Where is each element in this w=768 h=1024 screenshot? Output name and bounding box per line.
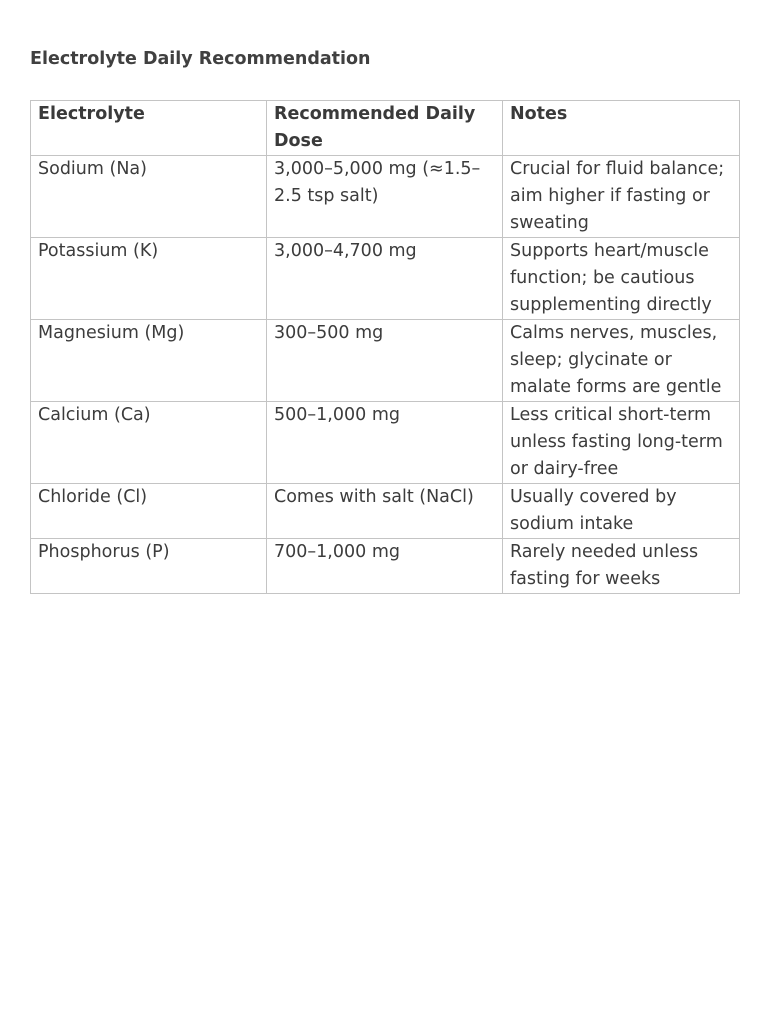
cell-electrolyte: Chloride (Cl) — [31, 484, 267, 539]
header-recommended-dose: Recommended Daily Dose — [267, 101, 503, 156]
document-page — [30, 48, 738, 594]
table-row — [31, 402, 740, 484]
cell-electrolyte: Sodium (Na) — [31, 156, 267, 238]
cell-electrolyte: Potassium (K) — [31, 238, 267, 320]
table-row — [31, 484, 740, 539]
document-title: Electrolyte Daily Recommendation — [30, 49, 371, 69]
header-notes: Notes — [503, 101, 740, 156]
cell-electrolyte: Magnesium (Mg) — [31, 320, 267, 402]
cell-notes: Usually covered by sodium intake — [503, 484, 740, 539]
header-electrolyte: Electrolyte — [31, 101, 267, 156]
cell-dose: 300–500 mg — [267, 320, 503, 402]
cell-dose: Comes with salt (NaCl) — [267, 484, 503, 539]
cell-notes: Calms nerves, muscles, sleep; glycinate or malate forms are gentle — [503, 320, 740, 402]
cell-notes: Rarely needed unless fasting for weeks — [503, 539, 740, 594]
cell-dose: 3,000–4,700 mg — [267, 238, 503, 320]
cell-notes: Less critical short-term unless fasting long-term or dairy-free — [503, 402, 740, 484]
cell-notes: Crucial for fluid balance; aim higher if fasting or sweating — [503, 156, 740, 238]
cell-electrolyte: Calcium (Ca) — [31, 402, 267, 484]
cell-dose: 3,000–5,000 mg (≈1.5–2.5 tsp salt) — [267, 156, 503, 238]
table-row — [31, 320, 740, 402]
cell-dose: 700–1,000 mg — [267, 539, 503, 594]
cell-dose: 500–1,000 mg — [267, 402, 503, 484]
cell-notes: Supports heart/muscle function; be cautious supplementing directly — [503, 238, 740, 320]
cell-electrolyte: Phosphorus (P) — [31, 539, 267, 594]
electrolyte-table — [30, 100, 740, 594]
table-row — [31, 156, 740, 238]
table-row — [31, 539, 740, 594]
table-header-row — [31, 101, 740, 156]
table-row — [31, 238, 740, 320]
